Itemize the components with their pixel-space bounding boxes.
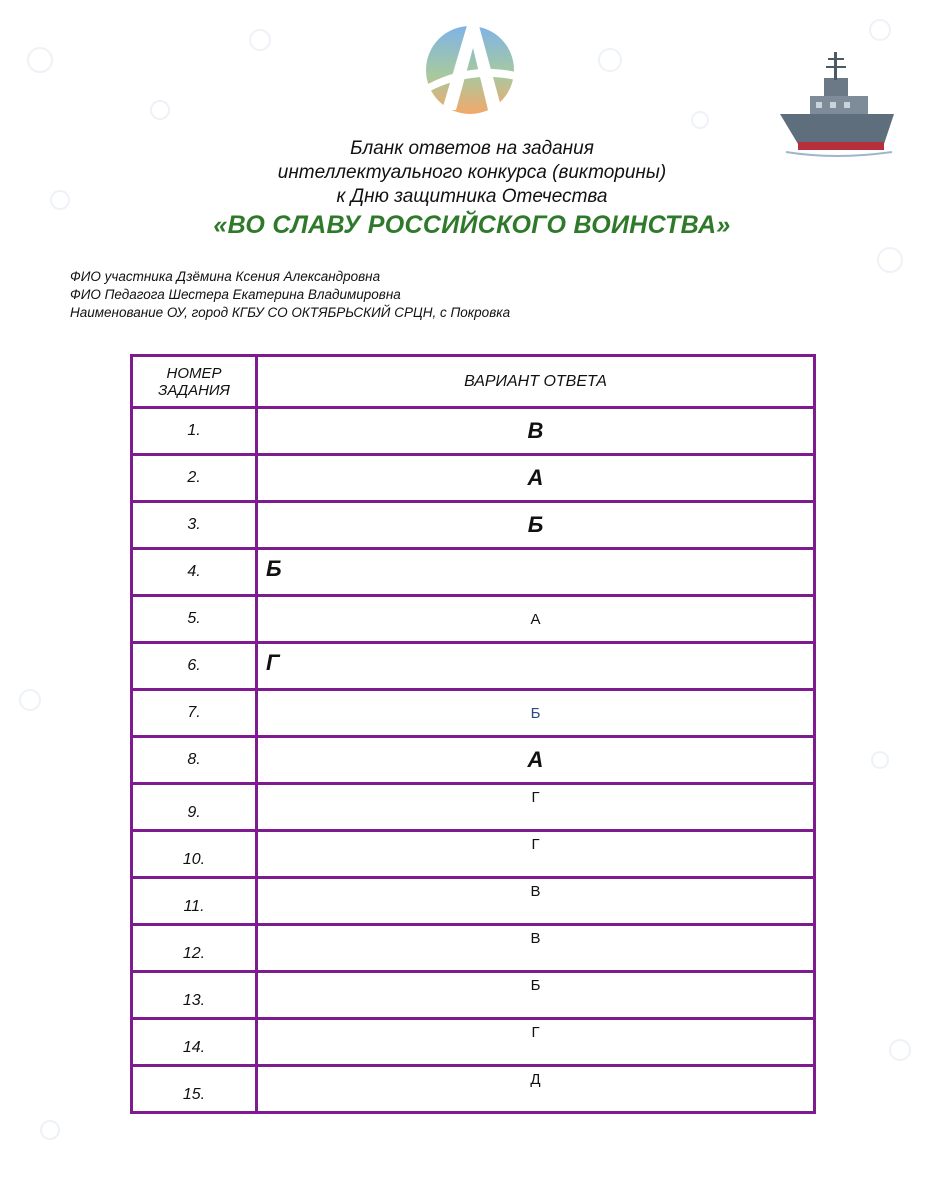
task-number: 6. [132, 643, 257, 690]
answer-value: Б [527, 512, 544, 537]
answer-value: Б [530, 704, 541, 722]
answer-value: Г [531, 1024, 540, 1041]
task-number [132, 1066, 257, 1113]
header-line-2: интеллектуального конкурса (викторины) [277, 162, 667, 183]
task-number-text: 15. [182, 1086, 206, 1103]
table-row [132, 1019, 815, 1066]
column-header-task: НОМЕР ЗАДАНИЯ [132, 356, 257, 408]
answer-cell[interactable] [257, 549, 815, 596]
answer-value: Г [531, 789, 540, 806]
answer-cell[interactable] [257, 643, 815, 690]
task-number: 3. [132, 502, 257, 549]
participant-name: ФИО участника Дзёмина Ксения Александровна [70, 269, 381, 284]
answer-cell[interactable] [257, 784, 815, 831]
teacher-name: ФИО Педагога Шестера Екатерина Владимировна [70, 287, 401, 302]
answer-value: В [530, 883, 541, 900]
task-number: 8. [132, 737, 257, 784]
answers-table [130, 354, 816, 1114]
table-row [132, 831, 815, 878]
answer-cell[interactable] [257, 925, 815, 972]
table-row [132, 455, 815, 502]
task-number [132, 972, 257, 1019]
task-number: 2. [132, 455, 257, 502]
task-number [132, 831, 257, 878]
task-number [132, 1019, 257, 1066]
task-number-text: 11. [183, 898, 205, 915]
table-row [132, 408, 815, 455]
answer-value: Б [266, 556, 282, 581]
task-number: 5. [132, 596, 257, 643]
table-row [132, 596, 815, 643]
task-number [132, 925, 257, 972]
task-number: 4. [132, 549, 257, 596]
answer-cell[interactable] [257, 408, 815, 455]
letter-a-logo-icon [420, 14, 520, 118]
answer-cell[interactable] [257, 972, 815, 1019]
table-row [132, 643, 815, 690]
answer-cell[interactable] [257, 455, 815, 502]
table-row [132, 502, 815, 549]
answer-value: Г [266, 650, 280, 675]
answer-cell[interactable] [257, 1019, 815, 1066]
answer-cell[interactable] [257, 737, 815, 784]
task-number-text: 10. [182, 851, 206, 868]
table-row [132, 737, 815, 784]
task-number-text: 12. [182, 945, 206, 962]
answer-value: А [530, 610, 541, 628]
answer-value: Д [530, 1071, 541, 1088]
header-line-3: к Дню защитника Отечества [336, 186, 608, 207]
column-header-answer: ВАРИАНТ ОТВЕТА [257, 356, 815, 408]
task-number [132, 878, 257, 925]
answer-cell[interactable] [257, 878, 815, 925]
table-row [132, 690, 815, 737]
answer-value: В [530, 930, 541, 947]
answer-cell[interactable] [257, 831, 815, 878]
task-number-text: 13. [182, 992, 206, 1009]
answer-value: Б [530, 977, 541, 994]
task-number-text: 9. [187, 804, 201, 821]
answer-cell[interactable] [257, 1066, 815, 1113]
answer-value: А [527, 747, 544, 772]
task-number [132, 784, 257, 831]
answer-value: Г [531, 836, 540, 853]
header-line-1: Бланк ответов на задания [350, 138, 594, 159]
title-block [0, 137, 944, 240]
answer-value: А [527, 465, 544, 490]
table-row [132, 925, 815, 972]
contest-title: «ВО СЛАВУ РОССИЙСКОГО ВОИНСТВА» [213, 211, 731, 239]
table-row [132, 784, 815, 831]
answer-value: В [527, 418, 544, 443]
task-number: 1. [132, 408, 257, 455]
table-header-row [132, 356, 815, 408]
task-number-text: 14. [182, 1039, 206, 1056]
table-row [132, 878, 815, 925]
answer-cell[interactable] [257, 502, 815, 549]
table-row [132, 972, 815, 1019]
organization-name: Наименование ОУ, город КГБУ СО ОКТЯБРЬСКИЙ СРЦН, с Покровка [70, 305, 511, 320]
task-number: 7. [132, 690, 257, 737]
table-row [132, 549, 815, 596]
table-row [132, 1066, 815, 1113]
answer-cell[interactable] [257, 690, 815, 737]
answer-cell[interactable] [257, 596, 815, 643]
participant-info [70, 268, 510, 322]
